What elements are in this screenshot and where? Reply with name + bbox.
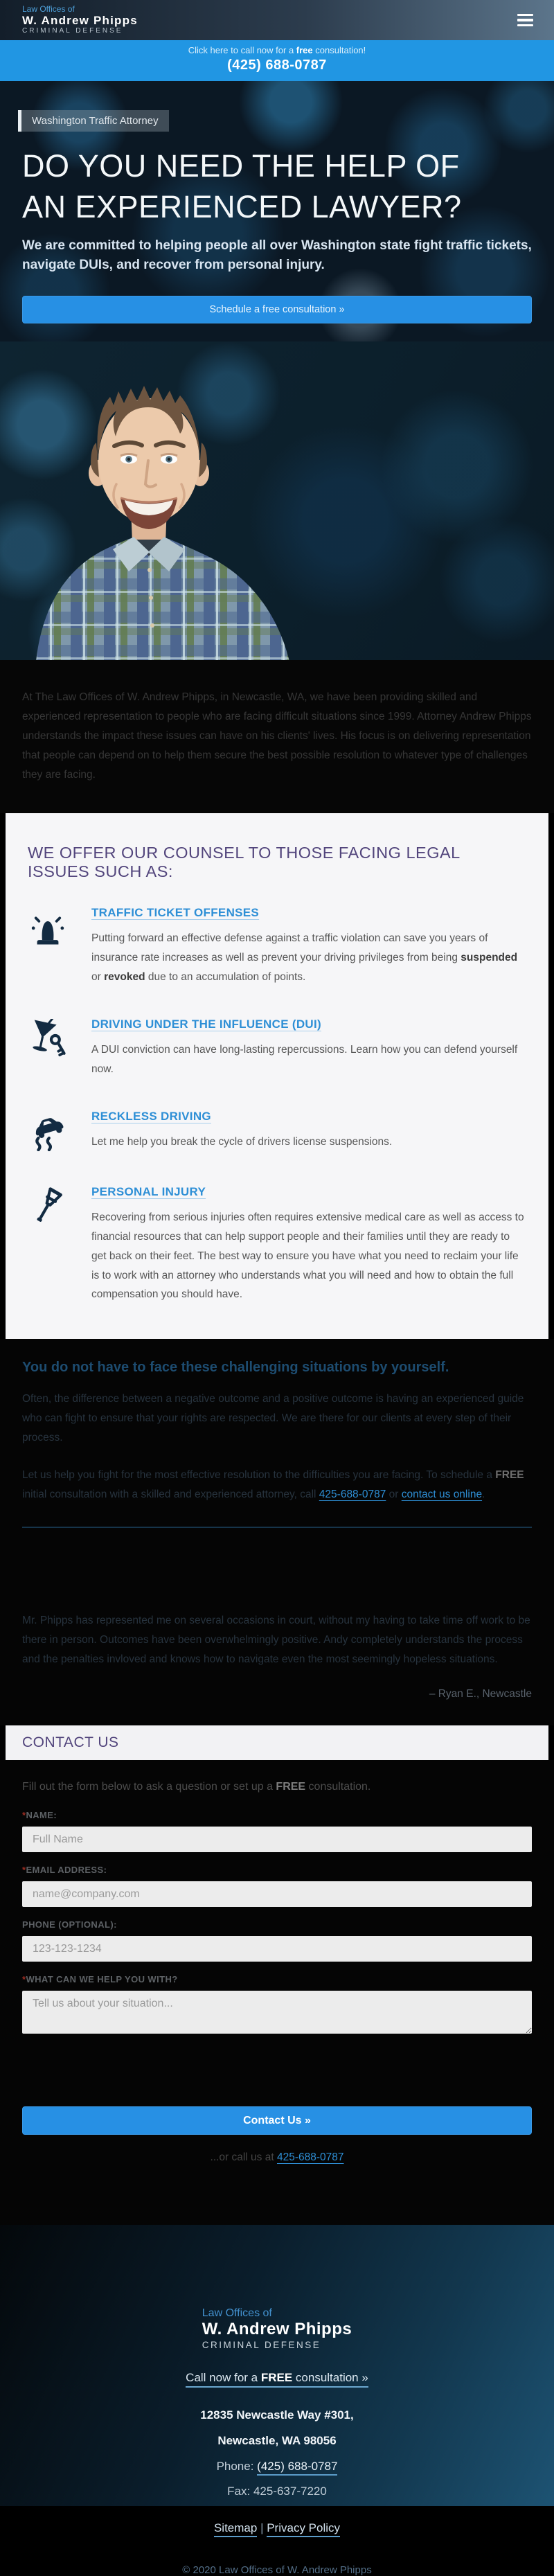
footer-copyright: © 2020 Law Offices of W. Andrew Phipps [182, 2564, 372, 2576]
or-call-text [22, 2151, 532, 2164]
intro-section [0, 660, 554, 813]
form-intro-bold: FREE [276, 1781, 306, 1793]
footer-links [0, 2521, 554, 2535]
email-input[interactable] [22, 1881, 532, 1907]
service-body: Recovering from serious injuries often requires extensive medical care as well as access to financial resources that can help support people and their families until they are ready to get back on their feet. The best way to ensure you have what you need to reclaim your life is to work with an attorney who understands what you will need and how to obtain the full compensation you should have. [91, 1211, 524, 1301]
traffic-ticket-offenses-link[interactable]: TRAFFIC TICKET OFFENSES [91, 906, 260, 920]
attorney-portrait-illustration [0, 341, 554, 660]
cta-free-bold: FREE [495, 1469, 524, 1482]
name-label-text: NAME: [26, 1810, 57, 1821]
service-body [91, 929, 526, 987]
service-body-text: or [91, 971, 105, 984]
intro-paragraph: At The Law Offices of W. Andrew Phipps, in Newcastle, WA, we have been providing skilled and experienced representation to people who are facing difficult situations since 1999. Attorney Andrew Phipps understands the impact these issues can have on his clients' lives. His focus is on delivering representation that people can depend on to help them secure the best possible resolution to whatever type of challenges they are facing. [22, 691, 532, 781]
form-intro-text: Fill out the form below to ask a question or set up a [22, 1781, 276, 1793]
personal-injury-link[interactable]: PERSONAL INJURY [91, 1184, 206, 1198]
cta-heading: You do not have to face these challenging situations by yourself. [22, 1360, 449, 1376]
service-body-text: Putting forward an effective defense against a traffic violation can save you years of insurance rate increases as well as prevent your driving privileges from being [91, 932, 488, 964]
call-banner-text [0, 45, 554, 55]
hero-title [22, 145, 532, 228]
phone-label-text: PHONE (OPTIONAL): [22, 1919, 117, 1930]
footer-address-line-2: Newcastle, WA 98056 [217, 2434, 337, 2448]
service-item-personal-injury [22, 1185, 532, 1304]
cta-text: or [386, 1488, 402, 1500]
hero-subtitle: We are committed to helping people all over Washington state fight traffic tickets, navigate DUIs, and recover from personal injury. [22, 238, 532, 272]
footer-call-line [0, 2371, 554, 2385]
footer-logo-line-3: CRIMINAL DEFENSE [202, 2340, 321, 2351]
message-label [22, 1974, 532, 1984]
hero-section [0, 81, 554, 341]
logo-line-3: CRIMINAL DEFENSE [22, 27, 123, 35]
email-label [22, 1865, 532, 1875]
cta-section [0, 1339, 554, 1725]
crutch-icon [28, 1185, 69, 1304]
or-call-phone-link[interactable]: 425-688-0787 [276, 2151, 344, 2164]
service-item-content [91, 906, 526, 987]
service-body-text: due to an accumulation of points. [145, 971, 306, 984]
call-now-banner[interactable] [0, 40, 554, 81]
footer-phone-line [0, 2454, 554, 2480]
contact-form-section [0, 1760, 554, 2225]
form-intro [22, 1781, 532, 1793]
site-header [0, 0, 554, 40]
service-body-bold: suspended [461, 952, 518, 964]
footer-call-link[interactable] [186, 2371, 368, 2388]
cta-paragraph-1: Often, the difference between a negative outcome and a positive outcome is having an experienced guide who can fight to ensure that your rights are respected. We are there for our clients at every step of their process. [22, 1393, 524, 1444]
hero-title-line-1: DO YOU NEED THE HELP OF [22, 148, 460, 184]
call-banner-pre: Click here to call now for a [188, 45, 296, 55]
footer-phone-link[interactable]: (425) 688-0787 [257, 2460, 337, 2476]
name-label [22, 1810, 532, 1820]
schedule-consultation-button[interactable]: Schedule a free consultation » [22, 296, 532, 323]
name-input[interactable] [22, 1827, 532, 1852]
service-item-content [91, 1110, 392, 1155]
phone-label [22, 1919, 532, 1930]
footer-call-bold: FREE [260, 2371, 293, 2385]
contact-heading: CONTACT US [22, 1734, 119, 1751]
call-banner-post: consultation! [312, 45, 366, 55]
services-card [6, 813, 548, 1339]
email-label-text: EMAIL ADDRESS: [26, 1865, 107, 1876]
logo-line-1: Law Offices of [22, 4, 75, 14]
footer-call-pre: Call now for a [186, 2371, 261, 2385]
cta-paragraph-2 [22, 1466, 532, 1504]
message-label-text: WHAT CAN WE HELP YOU WITH? [26, 1974, 178, 1985]
contact-us-submit-button[interactable]: Contact Us » [22, 2106, 532, 2135]
service-body: A DUI conviction can have long-lasting repercussions. Learn how you can defend yourself now. [91, 1044, 518, 1076]
logo [22, 5, 138, 35]
privacy-policy-link[interactable]: Privacy Policy [267, 2521, 340, 2537]
footer-fax-line: Fax: 425-637-7220 [227, 2485, 327, 2498]
service-item-reckless [22, 1110, 532, 1155]
service-item-content [91, 1185, 526, 1304]
call-banner-bold: free [296, 45, 313, 55]
siren-icon [28, 906, 69, 987]
dui-link[interactable]: DRIVING UNDER THE INFLUENCE (DUI) [91, 1018, 321, 1031]
service-item-content [91, 1018, 526, 1079]
hero-badge: Washington Traffic Attorney [18, 110, 169, 132]
services-heading: WE OFFER OUR COUNSEL TO THOSE FACING LEGAL ISSUES SUCH AS: [28, 844, 460, 881]
or-call-pre: ...or call us at [210, 2151, 277, 2164]
required-marker: * [22, 1810, 26, 1821]
car-skid-icon [28, 1110, 69, 1155]
sitemap-link[interactable]: Sitemap [214, 2521, 257, 2537]
hamburger-menu-icon[interactable] [515, 11, 536, 30]
cta-text: . [482, 1488, 485, 1500]
service-item-traffic [22, 906, 532, 987]
service-item-dui [22, 1018, 532, 1079]
cta-phone-link[interactable]: 425-688-0787 [319, 1488, 386, 1500]
service-body: Let me help you break the cycle of drivers license suspensions. [91, 1135, 393, 1148]
footer-logo [202, 2307, 352, 2352]
footer-address [0, 2403, 554, 2453]
required-marker: * [22, 1865, 26, 1876]
testimonial-quote: Mr. Phipps has represented me on several occasions in court, without my having to take time off work to be there in person. Outcomes have been overwhelmingly positive. Andy completely understands the process and the penalties invloved and knows how to navigate even the most seemingly hopeless situations. [22, 1614, 530, 1665]
message-textarea[interactable] [22, 1991, 532, 2034]
logo-line-2: W. Andrew Phipps [22, 14, 138, 27]
contact-us-online-link[interactable]: contact us online [401, 1488, 483, 1500]
service-body-bold: revoked [104, 971, 145, 984]
footer [0, 2225, 554, 2576]
footer-links-divider: | [260, 2521, 264, 2534]
cta-text: initial consultation with a skilled and experienced attorney, call [22, 1488, 319, 1500]
footer-call-post: consultation » [292, 2371, 368, 2385]
footer-logo-line-2: W. Andrew Phipps [202, 2320, 352, 2339]
martini-key-icon [28, 1018, 69, 1079]
footer-address-line-1: 12835 Newcastle Way #301, [200, 2408, 354, 2422]
footer-logo-line-1: Law Offices of [202, 2307, 272, 2320]
testimonial-attribution: – Ryan E., Newcastle [429, 1688, 532, 1700]
reckless-driving-link[interactable]: RECKLESS DRIVING [91, 1109, 211, 1123]
form-intro-text: consultation. [305, 1781, 371, 1793]
phone-input[interactable] [22, 1936, 532, 1962]
contact-heading-strip [6, 1725, 548, 1760]
required-marker: * [22, 1974, 26, 1985]
footer-phone-label: Phone: [216, 2459, 258, 2473]
hero-title-line-2: AN EXPERIENCED LAWYER? [22, 189, 462, 225]
cta-text: Let us help you fight for the most effective resolution to the difficulties you are facing. To schedule a [22, 1469, 496, 1482]
call-banner-phone[interactable]: (425) 688-0787 [227, 57, 327, 73]
attorney-photo [0, 341, 554, 660]
